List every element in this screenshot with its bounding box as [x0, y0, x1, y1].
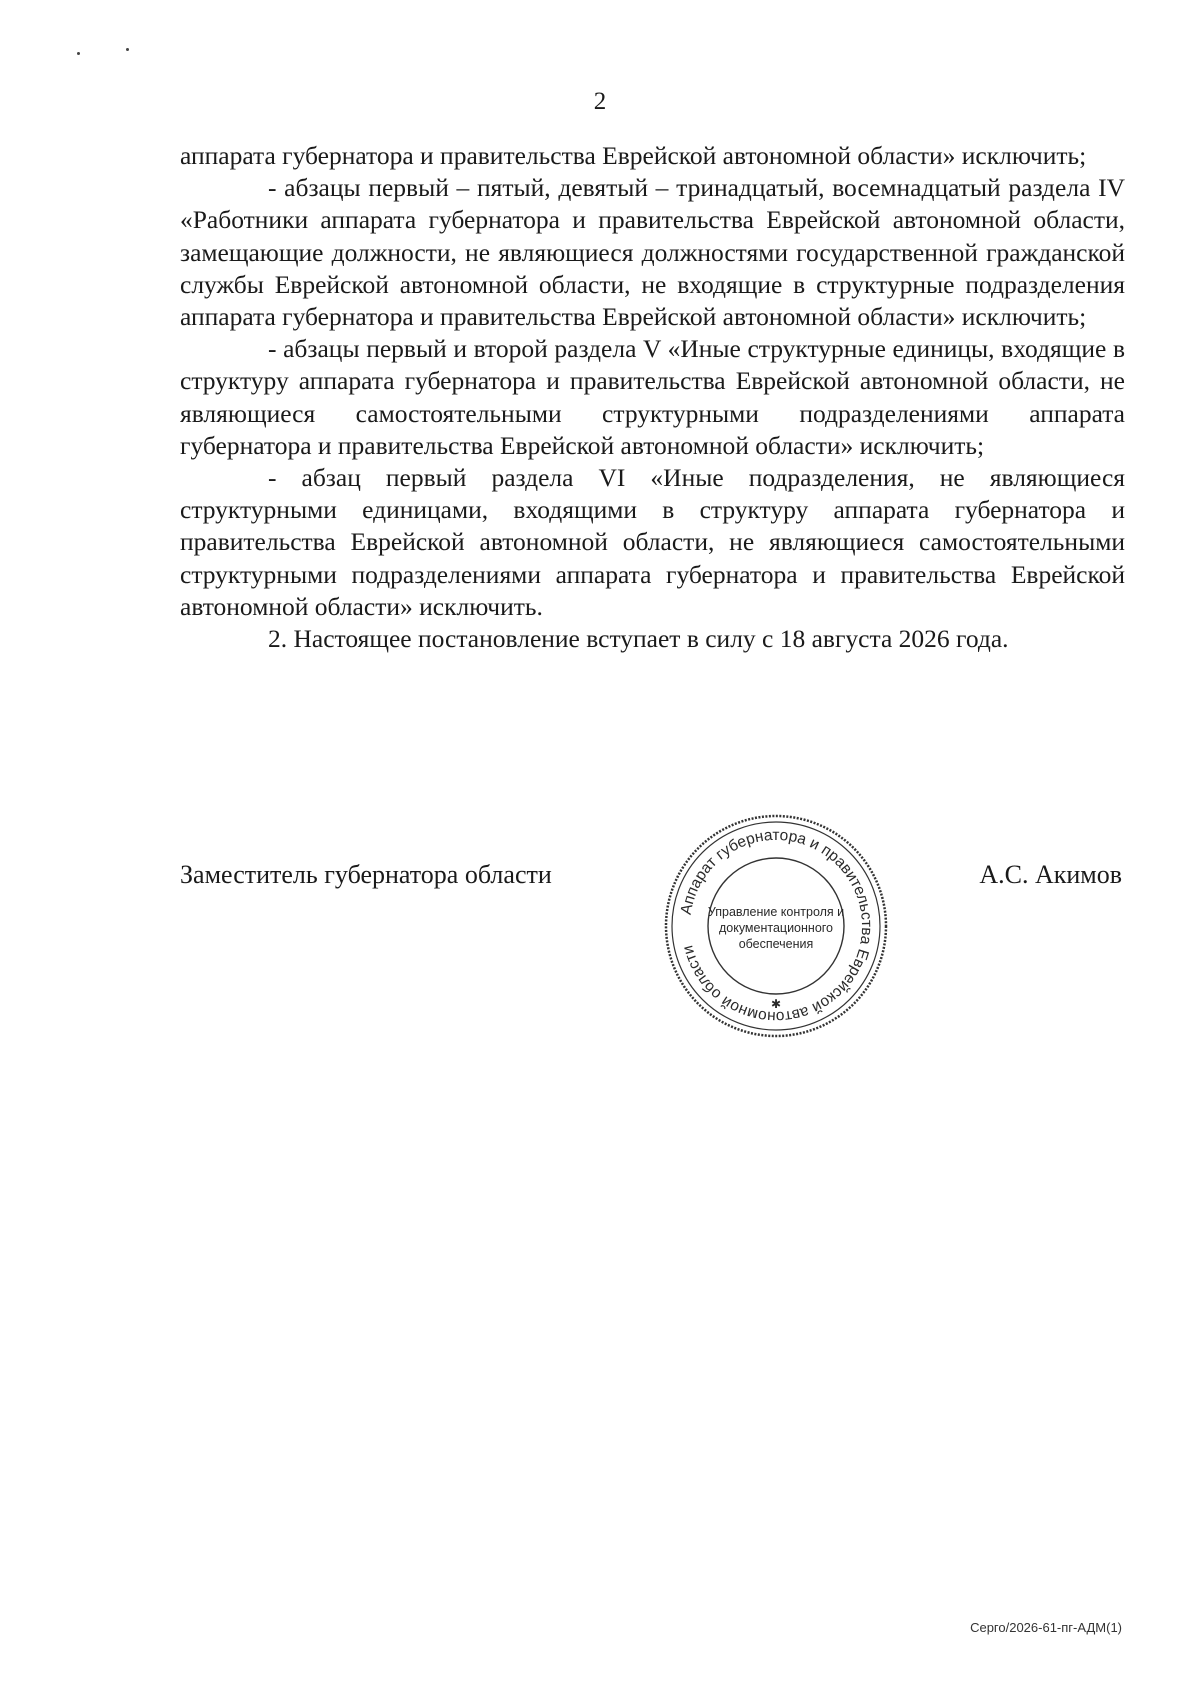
seal-inner-text: Управление контроля и документационного обеспечения: [707, 905, 845, 951]
scan-speck: [126, 48, 129, 51]
seal-star: ✱: [770, 997, 782, 1011]
seal-outer-text: Аппарат губернатора и правительства Еврейской автономной области: [677, 826, 876, 1026]
paragraph-effective-date: 2. Настоящее постановление вступает в силу с 18 августа 2026 года.: [268, 624, 1009, 654]
document-code: Серго/2026-61-пг-АДМ(1): [970, 1620, 1122, 1635]
signatory-title: Заместитель губернатора области: [180, 860, 552, 889]
paragraph-section-v: - абзацы первый и второй раздела V «Иные структурные единицы, входящие в структуру аппарата губернатора и правительства Еврейской автономной области, не являющиеся самостоятельными структурными подразделениями аппарата губернатора и правительства Еврейской автономной области» исключить;: [180, 334, 1125, 460]
scan-speck: [77, 52, 80, 55]
page-number: 2: [593, 88, 607, 115]
paragraph-continuation: аппарата губернатора и правительства Еврейской автономной области» исключить;: [180, 141, 1087, 170]
document-body: [180, 140, 1125, 655]
paragraph-section-iv: - абзацы первый – пятый, девятый – тринадцатый, восемнадцатый раздела IV «Работники аппарата губернатора и правительства Еврейской автономной области, замещающие должности, не являющиеся должностями государственной гражданской службы Еврейской автономной области, не входящие в структурные подразделения аппарата губернатора и правительства Еврейской автономной области» исключить;: [180, 173, 1125, 332]
signatory-name: А.С. Акимов: [979, 860, 1122, 889]
paragraph-section-vi: - абзац первый раздела VI «Иные подразделения, не являющиеся структурными единицами, входящими в структуру аппарата губернатора и правительства Еврейской автономной области, не являющиеся самостоятельными структурными подразделениями аппарата губернатора и правительства Еврейской автономной области» исключить.: [180, 463, 1125, 621]
